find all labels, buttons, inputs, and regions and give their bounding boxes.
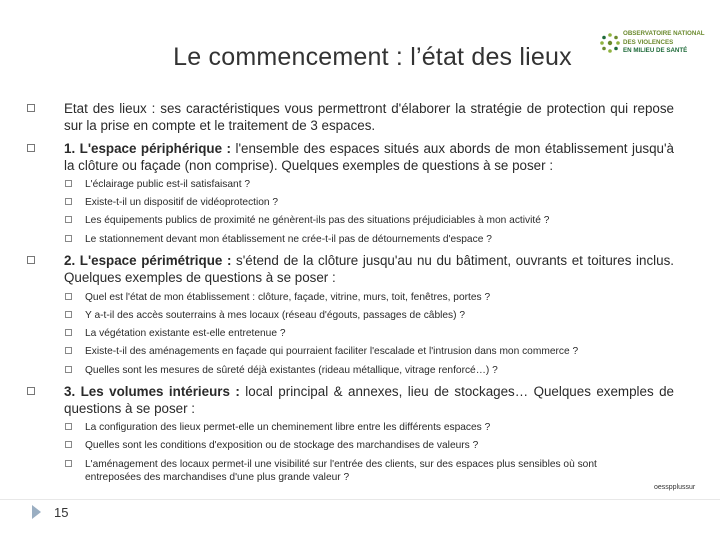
slide-title: Le commencement : l’état des lieux xyxy=(173,43,572,71)
sub-bullet-box-icon xyxy=(65,329,72,336)
bullet-text: s'étend de la clôture jusqu'au nu du bâtiment, ouvrants et toitures inclus. Quelques exemples de questions à se poser : xyxy=(64,253,674,285)
sub-bullet xyxy=(85,421,625,434)
sub-bullet-text: Existe-t-il un dispositif de vidéoprotection ? xyxy=(85,197,279,208)
sub-bullet-text: Quelles sont les mesures de sûreté déjà existantes (rideau métallique, vitrage renforcé…) ? xyxy=(85,365,498,376)
sub-bullet-box-icon xyxy=(65,347,72,354)
sub-bullet xyxy=(85,233,625,246)
sub-bullet-box-icon xyxy=(65,441,72,448)
bullet-espace-peripherique xyxy=(64,140,674,174)
logo-text xyxy=(623,30,705,56)
sub-bullet-text: L'aménagement des locaux permet-il une visibilité sur l'entrée des clients, sur des espaces plus sensibles où sont entreposées des marchandises d'une plus grande valeur ? xyxy=(85,459,597,483)
onvs-logo xyxy=(598,28,708,62)
footer-arrow-icon xyxy=(32,505,41,519)
sub-bullet-box-icon xyxy=(65,235,72,242)
sub-bullet-text: La végétation existante est-elle entretenue ? xyxy=(85,328,286,339)
bullet-box-icon xyxy=(27,104,35,112)
sub-bullet xyxy=(85,327,625,340)
sub-bullet xyxy=(85,309,625,322)
bullet-volumes-interieurs xyxy=(64,383,674,417)
sub-bullet-box-icon xyxy=(65,423,72,430)
sub-bullet xyxy=(85,439,625,452)
bullet-box-icon xyxy=(27,256,35,264)
bullet-heading: 3. Les volumes intérieurs : xyxy=(64,384,240,399)
sub-bullet-text: L'éclairage public est-il satisfaisant ? xyxy=(85,179,251,190)
sub-bullet xyxy=(85,178,625,191)
logo-line-1: OBSERVATOIRE NATIONAL xyxy=(623,30,705,37)
bullet-text: l'ensemble des espaces situés aux abords de mon établissement jusqu'à la clôture ou façade (non comprise). Quelques exemples de questions à se poser : xyxy=(64,141,675,173)
sub-bullet xyxy=(85,291,625,304)
sub-bullet-box-icon xyxy=(65,460,72,467)
bullet-text: local principal & annexes, lieu de stockages… Quelques exemples de questions à se poser : xyxy=(64,384,674,416)
onvs-logo-wreath-icon xyxy=(598,31,622,55)
logo-line-2: DES VIOLENCES xyxy=(623,38,674,46)
bullet-text: Etat des lieux : ses caractéristiques vous permettront d'élaborer la stratégie de protection qui repose sur la prise en compte et le traitement de 3 espaces. xyxy=(64,101,674,133)
footer-divider xyxy=(0,499,720,500)
sub-bullet xyxy=(85,458,625,484)
sub-bullet xyxy=(85,345,625,358)
sub-bullet-box-icon xyxy=(65,198,72,205)
bullet-heading: 2. L'espace périmétrique : xyxy=(64,253,232,268)
sub-bullet-box-icon xyxy=(65,293,72,300)
sub-bullet-box-icon xyxy=(65,311,72,318)
sub-bullet xyxy=(85,196,625,209)
page-number: 15 xyxy=(54,505,69,520)
sub-bullet-text: Quel est l'état de mon établissement : clôture, façade, vitrine, murs, toit, fenêtres, portes ? xyxy=(85,292,491,303)
bullet-espace-perimetrique xyxy=(64,252,674,286)
sub-bullet-text: Existe-t-il des aménagements en façade qui pourraient faciliter l'escalade et l'intrusion dans mon commerce ? xyxy=(85,346,579,357)
sub-bullet-box-icon xyxy=(65,216,72,223)
sub-bullet xyxy=(85,214,625,227)
bullet-intro xyxy=(64,100,674,134)
sub-bullet-text: Quelles sont les conditions d'exposition ou de stockage des marchandises de valeurs ? xyxy=(85,440,479,451)
sub-bullet-text: Les équipements publics de proximité ne génèrent-ils pas des situations préjudiciables à mon activité ? xyxy=(85,215,550,226)
sub-bullet-text: Y a-t-il des accès souterrains à mes locaux (réseau d'égouts, passages de câbles) ? xyxy=(85,310,466,321)
sub-bullet-text: La configuration des lieux permet-elle un cheminement libre entre les différents espaces ? xyxy=(85,422,491,433)
sub-bullet-box-icon xyxy=(65,180,72,187)
sub-bullet-box-icon xyxy=(65,366,72,373)
footer-note: oesspplussur xyxy=(654,484,696,491)
bullet-box-icon xyxy=(27,387,35,395)
bullet-box-icon xyxy=(27,144,35,152)
logo-line-3: EN MILIEU DE SANTÉ xyxy=(623,47,688,55)
bullet-heading: 1. L'espace périphérique : xyxy=(64,141,231,156)
sub-bullet-text: Le stationnement devant mon établissement ne crée-t-il pas de détournements d'espace ? xyxy=(85,234,492,245)
sub-bullet xyxy=(85,364,625,377)
